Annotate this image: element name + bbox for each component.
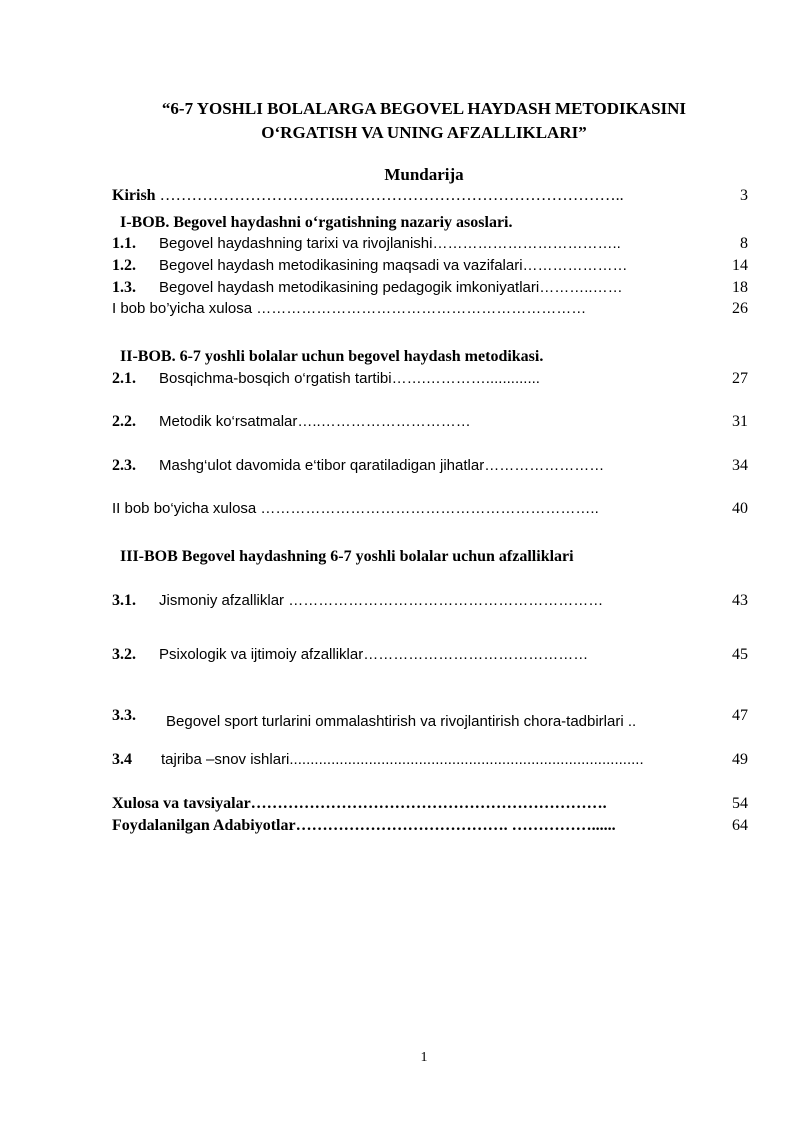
toc-entry-intro xyxy=(112,186,624,206)
document-title-line-2: O‘RGATISH VA UNING AFZALLIKLARI” xyxy=(261,123,587,142)
toc-entry-dots: ……………………………..…………………………………………….. xyxy=(155,187,624,204)
toc-page-number: 26 xyxy=(732,300,748,317)
toc-page-number: 64 xyxy=(732,817,748,834)
document-title-line-1: “6-7 YOSHLI BOLALARGA BEGOVEL HAYDASH METODIKASINI xyxy=(161,99,687,118)
toc-item-text: Jismoniy afzalliklar ……………………………………………………… xyxy=(159,592,604,609)
toc-entry-references: Foydalanilgan Adabiyotlar…………………………………. ……………...... xyxy=(112,817,616,834)
toc-page-number: 18 xyxy=(732,279,748,296)
toc-item-number: 2.3. xyxy=(112,457,136,474)
toc-page-number: 47 xyxy=(732,707,748,724)
toc-page-number: 14 xyxy=(732,257,748,274)
toc-item-number: 2.1. xyxy=(112,370,136,387)
toc-item-number: 1.1. xyxy=(112,235,136,252)
toc-item-number: 3.2. xyxy=(112,646,136,663)
chapter-2-heading: II-BOB. 6-7 yoshli bolalar uchun begovel haydash metodikasi. xyxy=(120,348,544,365)
toc-item-text: Begovel sport turlarini ommalashtirish va rivojlantirish chora-tadbirlari .. xyxy=(166,713,637,730)
toc-page-number: 27 xyxy=(732,370,748,387)
toc-item-number: 3.4 xyxy=(112,751,132,768)
toc-entry-label: Kirish xyxy=(112,187,156,204)
toc-item-text: Metodik ko‘rsatmalar…..………………………… xyxy=(159,413,471,430)
chapter-1-summary: I bob bo’yicha xulosa ………………………………………………………… xyxy=(112,300,587,317)
toc-page-number: 43 xyxy=(732,592,748,609)
chapter-3-heading: III-BOB Begovel haydashning 6-7 yoshli bolalar uchun afzalliklari xyxy=(120,548,574,565)
toc-page-number: 3 xyxy=(740,187,748,204)
chapter-2-summary: II bob bo‘yicha xulosa ………………………………………………………….. xyxy=(112,500,599,517)
toc-item-number: 2.2. xyxy=(112,413,136,430)
toc-item-text: Begovel haydash metodikasining maqsadi va vazifalari………………… xyxy=(159,257,628,274)
toc-item-text: Mashg‘ulot davomida e‘tibor qaratiladigan jihatlar…………………… xyxy=(159,457,605,474)
toc-item-number: 3.3. xyxy=(112,707,136,724)
toc-item-text: Bosqichma-bosqich o‘rgatish tartibi…….…………............. xyxy=(159,370,540,387)
chapter-1-heading: I-BOB. Begovel haydashni o‘rgatishning nazariy asoslari. xyxy=(120,214,513,231)
toc-item-text: tajriba –snov ishlari..................................................................................... xyxy=(161,751,644,768)
toc-page-number: 49 xyxy=(732,751,748,768)
toc-heading: Mundarija xyxy=(384,165,464,184)
toc-item-number: 3.1. xyxy=(112,592,136,609)
toc-page-number: 8 xyxy=(740,235,748,252)
toc-entry-conclusion: Xulosa va tavsiyalar…………………………………………………………. xyxy=(112,795,607,812)
toc-page-number: 40 xyxy=(732,500,748,517)
toc-item-text: Psixologik va ijtimoiy afzalliklar……………………………………… xyxy=(159,646,589,663)
toc-item-number: 1.2. xyxy=(112,257,136,274)
toc-item-number: 1.3. xyxy=(112,279,136,296)
toc-item-text: Begovel haydash metodikasining pedagogik imkoniyatlari………..…… xyxy=(159,279,623,296)
toc-page-number: 31 xyxy=(732,413,748,430)
toc-item-text: Begovel haydashning tarixi va rivojlanishi……………………………….. xyxy=(159,235,621,252)
toc-page-number: 45 xyxy=(732,646,748,663)
page-number: 1 xyxy=(420,1050,428,1065)
toc-page-number: 34 xyxy=(732,457,748,474)
toc-page-number: 54 xyxy=(732,795,748,812)
